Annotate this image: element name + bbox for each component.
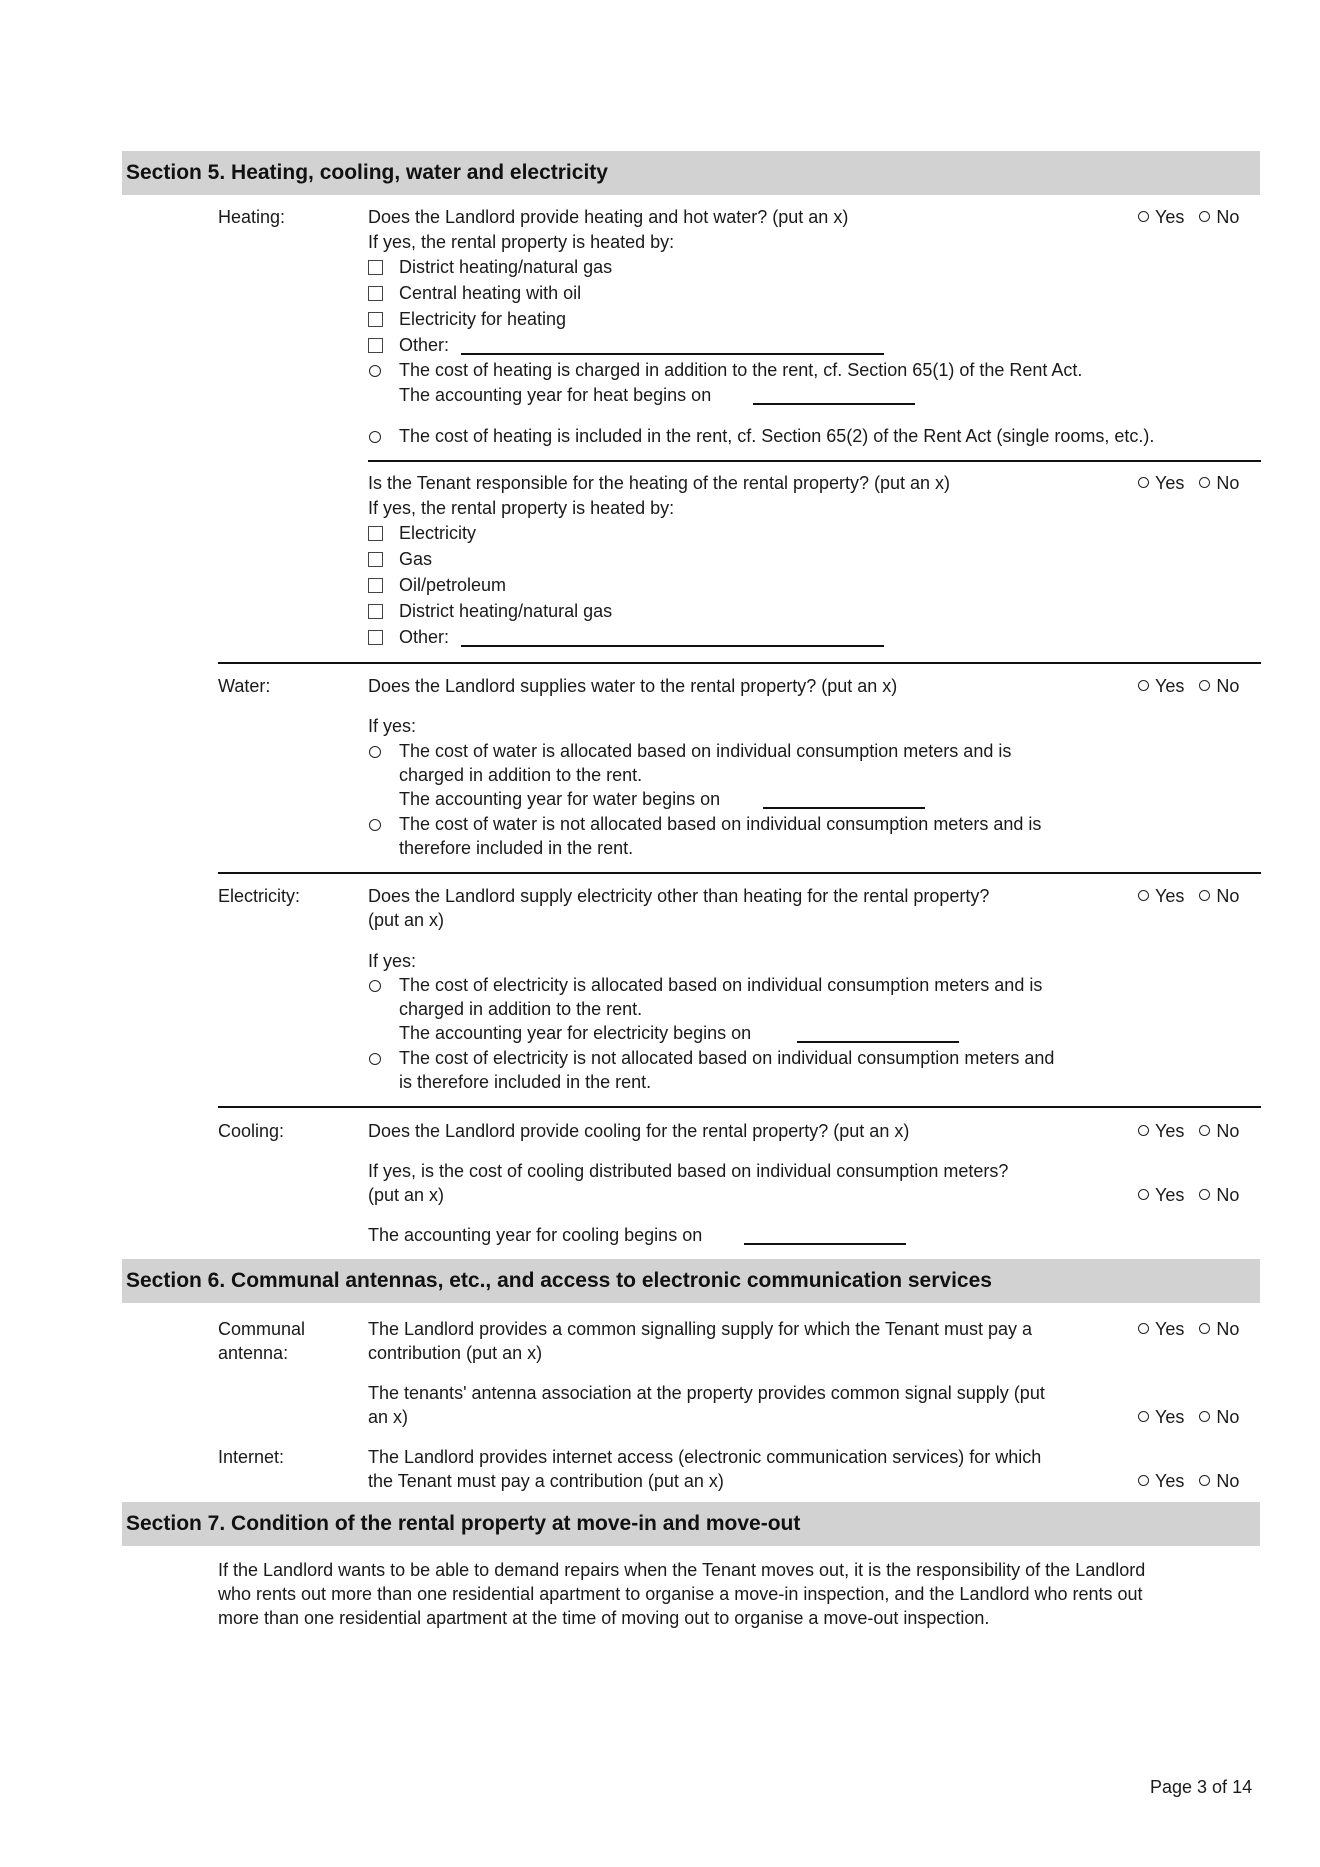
antenna-association-line1: The tenants' antenna association at the property provides common signal supply (put: [368, 1383, 1045, 1403]
section-7-paragraph-line3: more than one residential apartment at the time of moving out to organise a move-out inspection.: [218, 1608, 990, 1628]
water-no-radio[interactable]: No: [1199, 675, 1239, 697]
electricity-cooling-divider: [218, 1106, 1261, 1108]
radio-circle-icon: [1138, 1125, 1149, 1136]
water-electricity-divider: [218, 872, 1261, 874]
tenant-option-gas-label: Gas: [399, 549, 433, 569]
tenant-option-oil-label: Oil/petroleum: [399, 575, 507, 595]
radio-heating-included[interactable]: [369, 431, 381, 443]
electricity-question-line2: (put an x): [368, 910, 445, 930]
radio-circle-icon: [1199, 1323, 1210, 1334]
antenna-association-line2: an x): [368, 1407, 409, 1427]
antenna-landlord-yes-no: [1138, 1318, 1239, 1340]
page-number: Page 3 of 14: [1150, 1777, 1253, 1797]
radio-water-not-allocated[interactable]: [369, 819, 381, 831]
radio-electricity-not-allocated[interactable]: [369, 1053, 381, 1065]
tenant-option-electricity-label: Electricity: [399, 523, 477, 543]
checkbox-district-heating[interactable]: [368, 260, 383, 275]
radio-circle-icon: [1138, 477, 1149, 488]
antenna-landlord-yes-radio[interactable]: Yes: [1138, 1318, 1184, 1340]
electricity-label: Electricity:: [218, 886, 301, 906]
internet-no-radio[interactable]: No: [1199, 1470, 1239, 1492]
water-label: Water:: [218, 676, 271, 696]
radio-circle-icon: [1199, 680, 1210, 691]
electricity-if-yes: If yes:: [368, 951, 417, 971]
water-if-yes: If yes:: [368, 716, 417, 736]
section-5-header: Section 5. Heating, cooling, water and electricity: [122, 151, 1260, 195]
radio-heating-charged[interactable]: [369, 365, 381, 377]
heating-landlord-no-radio[interactable]: No: [1199, 206, 1239, 228]
cooling-meters-line2: (put an x): [368, 1185, 445, 1205]
checkbox-electricity-heating[interactable]: [368, 312, 383, 327]
radio-circle-icon: [1138, 890, 1149, 901]
radio-circle-icon: [1138, 1189, 1149, 1200]
heating-tenant-if-yes: If yes, the rental property is heated by:: [368, 498, 675, 518]
radio-circle-icon: [1199, 1411, 1210, 1422]
heating-tenant-yes-radio[interactable]: Yes: [1138, 472, 1184, 494]
antenna-association-yes-no: [1138, 1406, 1239, 1428]
electricity-yes-radio[interactable]: Yes: [1138, 885, 1184, 907]
cooling-accounting-year-text: The accounting year for cooling begins on: [368, 1225, 703, 1245]
radio-circle-icon: [1199, 211, 1210, 222]
heating-tenant-no-radio[interactable]: No: [1199, 472, 1239, 494]
electricity-accounting-year-text: The accounting year for electricity begins on: [399, 1023, 752, 1043]
electricity-not-allocated-line2: is therefore included in the rent.: [399, 1072, 652, 1092]
antenna-label-line2: antenna:: [218, 1343, 289, 1363]
option-central-heating-oil-label: Central heating with oil: [399, 283, 582, 303]
heating-cost-charged-text: The cost of heating is charged in addition to the rent, cf. Section 65(1) of the Rent Act.: [399, 360, 1083, 380]
radio-circle-icon: [1138, 211, 1149, 222]
radio-circle-icon: [1199, 1125, 1210, 1136]
radio-circle-icon: [1199, 477, 1210, 488]
electricity-allocated-line1: The cost of electricity is allocated based on individual consumption meters and is: [399, 975, 1043, 995]
antenna-landlord-no-radio[interactable]: No: [1199, 1318, 1239, 1340]
cooling-label: Cooling:: [218, 1121, 285, 1141]
heating-accounting-year-text: The accounting year for heat begins on: [399, 385, 712, 405]
option-heating-other-label: Other:: [399, 335, 450, 355]
internet-yes-radio[interactable]: Yes: [1138, 1470, 1184, 1492]
cooling-meters-no-radio[interactable]: No: [1199, 1184, 1239, 1206]
radio-circle-icon: [1199, 890, 1210, 901]
cooling-no-radio[interactable]: No: [1199, 1120, 1239, 1142]
radio-circle-icon: [1138, 680, 1149, 691]
water-accounting-year-input-line[interactable]: [763, 807, 925, 809]
cooling-meters-line1: If yes, is the cost of cooling distributed based on individual consumption meters?: [368, 1161, 1009, 1181]
heating-landlord-yes-no: [1138, 206, 1239, 228]
radio-circle-icon: [1199, 1189, 1210, 1200]
radio-electricity-allocated[interactable]: [369, 980, 381, 992]
heating-cost-included-text: The cost of heating is included in the rent, cf. Section 65(2) of the Rent Act (single rooms, etc.).: [399, 426, 1155, 446]
electricity-yes-no: [1138, 885, 1239, 907]
heating-tenant-question: Is the Tenant responsible for the heating of the rental property? (put an x): [368, 473, 951, 493]
heating-landlord-yes-radio[interactable]: Yes: [1138, 206, 1184, 228]
checkbox-tenant-oil[interactable]: [368, 578, 383, 593]
heating-inner-divider: [368, 460, 1261, 462]
water-allocated-line1: The cost of water is allocated based on individual consumption meters and is: [399, 741, 1012, 761]
water-yes-radio[interactable]: Yes: [1138, 675, 1184, 697]
checkbox-tenant-electricity[interactable]: [368, 526, 383, 541]
antenna-landlord-line1: The Landlord provides a common signalling supply for which the Tenant must pay a: [368, 1319, 1033, 1339]
checkbox-central-heating-oil[interactable]: [368, 286, 383, 301]
electricity-no-radio[interactable]: No: [1199, 885, 1239, 907]
antenna-association-yes-radio[interactable]: Yes: [1138, 1406, 1184, 1428]
water-not-allocated-line1: The cost of water is not allocated based on individual consumption meters and is: [399, 814, 1042, 834]
antenna-association-no-radio[interactable]: No: [1199, 1406, 1239, 1428]
electricity-question-line1: Does the Landlord supply electricity other than heating for the rental property?: [368, 886, 990, 906]
cooling-accounting-year-input-line[interactable]: [744, 1243, 906, 1245]
heating-landlord-question: Does the Landlord provide heating and hot water? (put an x): [368, 207, 849, 227]
internet-yes-no: [1138, 1470, 1239, 1492]
section-6-header: Section 6. Communal antennas, etc., and access to electronic communication services: [122, 1259, 1260, 1303]
checkbox-tenant-other[interactable]: [368, 630, 383, 645]
radio-circle-icon: [1138, 1323, 1149, 1334]
tenant-other-input-line[interactable]: [461, 645, 884, 647]
heating-tenant-yes-no: [1138, 472, 1239, 494]
checkbox-tenant-gas[interactable]: [368, 552, 383, 567]
water-accounting-year-text: The accounting year for water begins on: [399, 789, 721, 809]
tenant-option-other-label: Other:: [399, 627, 450, 647]
option-district-heating-label: District heating/natural gas: [399, 257, 613, 277]
cooling-meters-yes-radio[interactable]: Yes: [1138, 1184, 1184, 1206]
checkbox-heating-other[interactable]: [368, 338, 383, 353]
cooling-yes-no: [1138, 1120, 1239, 1142]
antenna-landlord-line2: contribution (put an x): [368, 1343, 543, 1363]
electricity-not-allocated-line1: The cost of electricity is not allocated based on individual consumption meters and: [399, 1048, 1055, 1068]
electricity-accounting-year-input-line[interactable]: [797, 1041, 959, 1043]
antenna-label-line1: Communal: [218, 1319, 306, 1339]
internet-label: Internet:: [218, 1447, 285, 1467]
internet-line1: The Landlord provides internet access (electronic communication services) for which: [368, 1447, 1042, 1467]
water-not-allocated-line2: therefore included in the rent.: [399, 838, 634, 858]
cooling-meters-yes-no: [1138, 1184, 1239, 1206]
radio-circle-icon: [1199, 1475, 1210, 1486]
section-7-header: Section 7. Condition of the rental property at move-in and move-out: [122, 1502, 1260, 1546]
option-electricity-heating-label: Electricity for heating: [399, 309, 567, 329]
section-7-paragraph-line2: who rents out more than one residential apartment to organise a move-in inspection, and the Landlord who rents out: [218, 1584, 1143, 1604]
internet-line2: the Tenant must pay a contribution (put an x): [368, 1471, 724, 1491]
water-allocated-line2: charged in addition to the rent.: [399, 765, 643, 785]
water-yes-no: [1138, 675, 1239, 697]
cooling-yes-radio[interactable]: Yes: [1138, 1120, 1184, 1142]
electricity-allocated-line2: charged in addition to the rent.: [399, 999, 643, 1019]
radio-circle-icon: [1138, 1411, 1149, 1422]
tenant-option-district-heating-label: District heating/natural gas: [399, 601, 613, 621]
heating-label: Heating:: [218, 207, 286, 227]
heating-landlord-if-yes: If yes, the rental property is heated by:: [368, 232, 675, 252]
checkbox-tenant-district-heating[interactable]: [368, 604, 383, 619]
heating-accounting-year-input-line[interactable]: [753, 403, 915, 405]
radio-circle-icon: [1138, 1475, 1149, 1486]
heating-water-divider: [218, 662, 1261, 664]
radio-water-allocated[interactable]: [369, 746, 381, 758]
water-question: Does the Landlord supplies water to the rental property? (put an x): [368, 676, 898, 696]
section-7-paragraph-line1: If the Landlord wants to be able to demand repairs when the Tenant moves out, it is the responsibility of the Landlord: [218, 1560, 1146, 1580]
heating-other-input-line[interactable]: [461, 353, 884, 355]
cooling-question: Does the Landlord provide cooling for the rental property? (put an x): [368, 1121, 910, 1141]
